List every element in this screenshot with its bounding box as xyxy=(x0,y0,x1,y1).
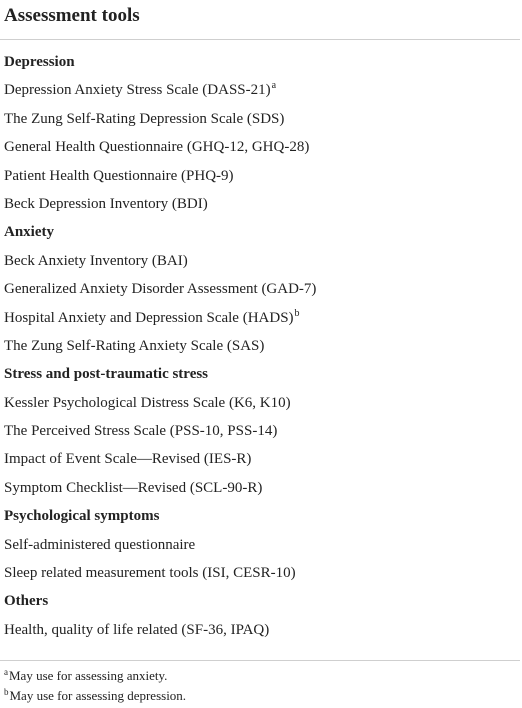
table-row xyxy=(0,389,520,417)
footnote-mark: a xyxy=(4,667,8,677)
tool-name: Beck Anxiety Inventory (BAI) xyxy=(4,252,188,269)
table-row xyxy=(0,531,520,559)
table-row xyxy=(0,559,520,587)
table-row xyxy=(0,332,520,360)
footnote-text: May use for assessing depression. xyxy=(9,688,187,703)
footnote-mark: b xyxy=(4,687,9,697)
tool-name: Hospital Anxiety and Depression Scale (HADS) xyxy=(4,309,294,326)
footnote-text: May use for assessing anxiety. xyxy=(9,668,168,683)
section-heading: Psychological symptoms xyxy=(4,508,160,525)
section-heading: Depression xyxy=(4,54,75,70)
table-row xyxy=(0,304,520,332)
footnote xyxy=(4,666,186,686)
tool-name: Impact of Event Scale—Revised (IES-R) xyxy=(4,451,252,468)
tool-name: Generalized Anxiety Disorder Assessment (GAD-7) xyxy=(4,281,317,298)
tool-name: Symptom Checklist—Revised (SCL-90-R) xyxy=(4,479,263,496)
tool-name: Depression Anxiety Stress Scale (DASS-21) xyxy=(4,82,271,99)
tool-name: General Health Questionnaire (GHQ-12, GHQ-28) xyxy=(4,139,310,156)
table-row xyxy=(0,190,520,218)
tool-name: Kessler Psychological Distress Scale (K6, K10) xyxy=(4,394,291,411)
table-body xyxy=(0,48,520,644)
table-row xyxy=(0,105,520,133)
section-heading: Stress and post-traumatic stress xyxy=(4,366,209,383)
footnote-marker: b xyxy=(294,307,300,319)
table-row xyxy=(0,445,520,473)
tool-name: Beck Depression Inventory (BDI) xyxy=(4,195,208,212)
table-row xyxy=(0,474,520,502)
table-title: Assessment tools xyxy=(4,5,140,26)
section-heading: Others xyxy=(4,593,49,610)
table-row xyxy=(0,417,520,445)
tool-name: The Perceived Stress Scale (PSS-10, PSS-14) xyxy=(4,423,278,440)
table-row xyxy=(0,76,520,104)
bottom-divider xyxy=(0,660,520,661)
tool-name: Self-administered questionnaire xyxy=(4,536,196,553)
footnote-marker: a xyxy=(271,80,277,92)
table-row xyxy=(0,133,520,161)
table-row xyxy=(0,275,520,303)
top-divider xyxy=(0,39,520,40)
tool-name: The Zung Self-Rating Depression Scale (SDS) xyxy=(4,110,285,127)
tool-name: Sleep related measurement tools (ISI, CESR-10) xyxy=(4,565,296,582)
table-row xyxy=(0,162,520,190)
footnote xyxy=(4,686,186,706)
tool-name: Health, quality of life related (SF-36, IPAQ) xyxy=(4,621,270,638)
table-row xyxy=(0,616,520,644)
tool-name: Patient Health Questionnaire (PHQ-9) xyxy=(4,167,234,184)
section-heading: Anxiety xyxy=(4,224,54,241)
tool-name: The Zung Self-Rating Anxiety Scale (SAS) xyxy=(4,337,265,354)
table-row xyxy=(0,247,520,275)
footnotes xyxy=(4,666,186,706)
